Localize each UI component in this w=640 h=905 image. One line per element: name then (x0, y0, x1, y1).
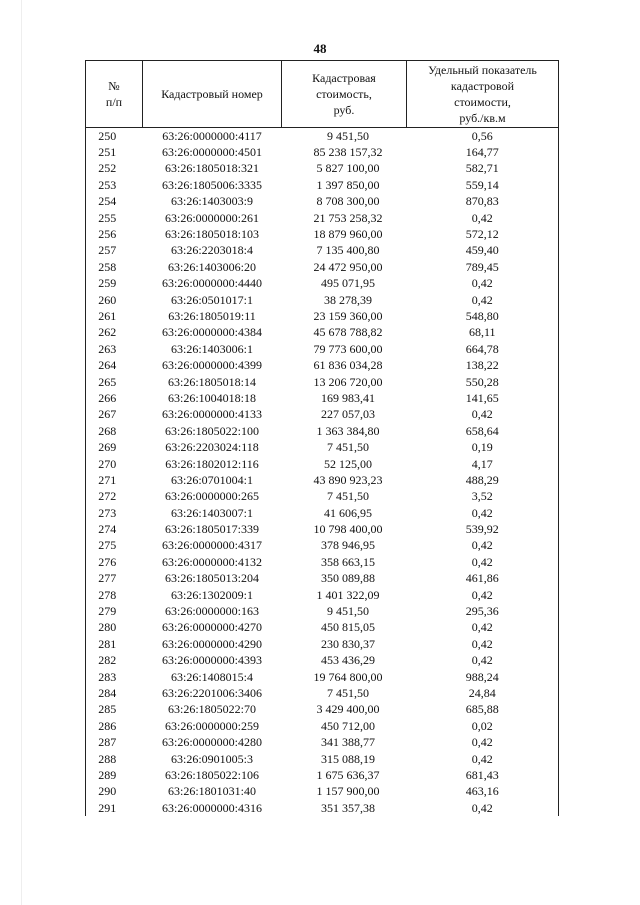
cadastral-value: 358 663,15 (321, 554, 375, 569)
cadastral-number: 63:26:0701004:1 (170, 472, 253, 487)
table-row (86, 325, 559, 341)
table-row (86, 472, 559, 488)
cadastral-value: 5 827 100,00 (316, 161, 380, 176)
row-number: 275 (86, 538, 143, 554)
cadastral-value: 227 057,03 (321, 407, 375, 422)
cadastral-value: 3 429 400,00 (316, 702, 380, 717)
specific-value: 463,16 (407, 784, 559, 800)
specific-value: 870,83 (407, 194, 559, 210)
row-number: 291 (86, 800, 143, 816)
row-number: 280 (86, 620, 143, 636)
cadastral-number: 63:26:1403007:1 (170, 505, 253, 520)
cadastral-number: 63:26:1805022:106 (164, 767, 259, 782)
cadastral-number: 63:26:1805019:11 (168, 308, 256, 323)
cadastral-number: 63:26:0000000:259 (164, 718, 259, 733)
row-number: 282 (86, 653, 143, 669)
header-specific-value: Удельный показатель кадастровой стоимости, руб./кв.м (407, 61, 559, 128)
cadastral-value: 9 451,50 (327, 604, 369, 619)
table-row (86, 751, 559, 767)
row-number: 286 (86, 718, 143, 734)
cadastral-number: 63:26:1805013:204 (164, 571, 259, 586)
specific-value: 0,42 (407, 751, 559, 767)
specific-value: 138,22 (407, 357, 559, 373)
table-row (86, 177, 559, 193)
row-number: 260 (86, 292, 143, 308)
cadastral-number: 63:26:1805018:103 (164, 227, 259, 242)
cadastral-number: 63:26:0901005:3 (170, 751, 253, 766)
row-number: 264 (86, 357, 143, 373)
row-number: 290 (86, 784, 143, 800)
table-row (86, 243, 559, 259)
row-number: 289 (86, 767, 143, 783)
cadastral-table (85, 60, 559, 816)
table-row (86, 194, 559, 210)
cadastral-value: 18 879 960,00 (313, 227, 383, 242)
row-number: 269 (86, 439, 143, 455)
table-row (86, 308, 559, 324)
cadastral-number: 63:26:1802012:116 (165, 456, 259, 471)
cadastral-value: 341 388,77 (321, 735, 375, 750)
row-number: 253 (86, 177, 143, 193)
table-row (86, 407, 559, 423)
cadastral-number: 63:26:1805006:3335 (161, 177, 262, 192)
row-number: 265 (86, 374, 143, 390)
table-row (86, 144, 559, 160)
cadastral-number: 63:26:2203018:4 (170, 243, 253, 258)
cadastral-value: 7 451,50 (327, 685, 369, 700)
cadastral-value: 7 451,50 (327, 440, 369, 455)
cadastral-value: 85 238 157,32 (313, 145, 383, 160)
specific-value: 0,42 (407, 505, 559, 521)
specific-value: 664,78 (407, 341, 559, 357)
table-row (86, 784, 559, 800)
cadastral-number: 63:26:0000000:4440 (161, 276, 262, 291)
specific-value: 550,28 (407, 374, 559, 390)
specific-value: 0,42 (407, 276, 559, 292)
cadastral-number: 63:26:0000000:163 (164, 604, 259, 619)
cadastral-number: 63:26:0501017:1 (170, 292, 253, 307)
cadastral-number: 63:26:1805022:100 (164, 423, 259, 438)
specific-value: 3,52 (407, 489, 559, 505)
table-row (86, 702, 559, 718)
specific-value: 789,45 (407, 259, 559, 275)
cadastral-value: 495 071,95 (321, 276, 375, 291)
table-row (86, 554, 559, 570)
cadastral-value: 61 836 034,28 (313, 358, 383, 373)
specific-value: 681,43 (407, 767, 559, 783)
row-number: 266 (86, 390, 143, 406)
row-number: 279 (86, 603, 143, 619)
cadastral-number: 63:26:1805018:321 (164, 161, 259, 176)
row-number: 276 (86, 554, 143, 570)
specific-value: 4,17 (407, 456, 559, 472)
specific-value: 0,42 (407, 734, 559, 750)
cadastral-value: 19 764 800,00 (313, 669, 383, 684)
cadastral-number: 63:26:1805017:339 (164, 522, 259, 537)
specific-value: 295,36 (407, 603, 559, 619)
cadastral-number: 63:26:0000000:4117 (143, 128, 282, 145)
cadastral-number: 63:26:1004018:18 (167, 390, 256, 405)
table-row (86, 571, 559, 587)
specific-value: 582,71 (407, 161, 559, 177)
cadastral-number: 63:26:0000000:4317 (161, 538, 262, 553)
cadastral-number: 63:26:1805018:14 (167, 374, 256, 389)
cadastral-number: 63:26:1403006:1 (170, 341, 253, 356)
table-row (86, 636, 559, 652)
cadastral-value: 45 678 788,82 (313, 325, 383, 340)
cadastral-value: 1 401 322,09 (316, 587, 380, 602)
table-row (86, 357, 559, 373)
table-row (86, 439, 559, 455)
specific-value: 0,19 (407, 439, 559, 455)
cadastral-value: 10 798 400,00 (313, 522, 383, 537)
row-number: 257 (86, 243, 143, 259)
table-row (86, 734, 559, 750)
specific-value: 559,14 (407, 177, 559, 193)
row-number: 285 (86, 702, 143, 718)
specific-value: 24,84 (407, 685, 559, 701)
specific-value: 141,65 (407, 390, 559, 406)
cadastral-number: 63:26:1403003:9 (170, 194, 253, 209)
row-number: 284 (86, 685, 143, 701)
table-row (86, 456, 559, 472)
specific-value: 461,86 (407, 571, 559, 587)
row-number: 273 (86, 505, 143, 521)
cadastral-number: 63:26:2203024:118 (165, 440, 259, 455)
row-number: 270 (86, 456, 143, 472)
cadastral-number: 63:26:0000000:265 (164, 489, 259, 504)
cadastral-number: 63:26:0000000:4132 (161, 554, 262, 569)
cadastral-number: 63:26:0000000:4393 (161, 653, 262, 668)
cadastral-value: 41 606,95 (324, 505, 372, 520)
row-number: 258 (86, 259, 143, 275)
table-row (86, 603, 559, 619)
cadastral-number: 63:26:0000000:4316 (161, 800, 262, 815)
row-number: 259 (86, 276, 143, 292)
cadastral-number: 63:26:0000000:261 (164, 210, 259, 225)
specific-value: 658,64 (407, 423, 559, 439)
header-cadastral-value: Кадастровая стоимость, руб. (282, 61, 407, 128)
row-number: 250 (86, 128, 143, 145)
table-row (86, 259, 559, 275)
cadastral-number: 63:26:0000000:4133 (161, 407, 262, 422)
row-number: 267 (86, 407, 143, 423)
table-row (86, 374, 559, 390)
cadastral-value: 7 451,50 (327, 489, 369, 504)
table-row (86, 390, 559, 406)
table-row (86, 653, 559, 669)
page-number: 48 (313, 41, 327, 56)
specific-value: 685,88 (407, 702, 559, 718)
cadastral-number: 63:26:1801031:40 (167, 784, 256, 799)
table-row (86, 587, 559, 603)
row-number: 254 (86, 194, 143, 210)
cadastral-value: 230 830,37 (321, 636, 375, 651)
table-row (86, 276, 559, 292)
cadastral-value: 1 675 636,37 (316, 767, 380, 782)
specific-value: 0,42 (407, 407, 559, 423)
row-number: 271 (86, 472, 143, 488)
table-row (86, 800, 559, 816)
scan-margin-line (21, 0, 22, 905)
cadastral-number: 63:26:0000000:4501 (161, 145, 262, 160)
specific-value: 0,56 (407, 128, 559, 145)
table-row (86, 423, 559, 439)
specific-value: 988,24 (407, 669, 559, 685)
cadastral-value: 450 712,00 (321, 718, 375, 733)
cadastral-value: 378 946,95 (321, 538, 375, 553)
table-body (86, 128, 559, 817)
table-row (86, 521, 559, 537)
row-number: 281 (86, 636, 143, 652)
specific-value: 0,02 (407, 718, 559, 734)
cadastral-value: 9 451,50 (282, 128, 407, 145)
row-number: 261 (86, 308, 143, 324)
table-row (86, 669, 559, 685)
cadastral-number: 63:26:1408015:4 (170, 669, 253, 684)
row-number: 256 (86, 226, 143, 242)
specific-value: 0,42 (407, 653, 559, 669)
row-number: 277 (86, 571, 143, 587)
cadastral-value: 7 135 400,80 (316, 243, 380, 258)
cadastral-value: 450 815,05 (321, 620, 375, 635)
cadastral-value: 23 159 360,00 (313, 308, 383, 323)
specific-value: 0,42 (407, 538, 559, 554)
cadastral-number: 63:26:0000000:4290 (161, 636, 262, 651)
cadastral-value: 315 088,19 (321, 751, 375, 766)
cadastral-value: 169 983,41 (321, 390, 375, 405)
table-row (86, 341, 559, 357)
specific-value: 0,42 (407, 554, 559, 570)
specific-value: 0,42 (407, 292, 559, 308)
table-row (86, 505, 559, 521)
header-num: № п/п (86, 61, 143, 128)
table-row (86, 128, 559, 145)
cadastral-value: 38 278,39 (324, 292, 372, 307)
cadastral-number: 63:26:0000000:4399 (161, 358, 262, 373)
cadastral-value: 79 773 600,00 (313, 341, 383, 356)
specific-value: 0,42 (407, 210, 559, 226)
cadastral-value: 1 397 850,00 (316, 177, 380, 192)
cadastral-value: 43 890 923,23 (313, 472, 383, 487)
cadastral-value: 350 089,88 (321, 571, 375, 586)
table-row (86, 226, 559, 242)
header-cadastral-number: Кадастровый номер (143, 61, 282, 128)
table-row (86, 210, 559, 226)
cadastral-number: 63:26:1805022:70 (167, 702, 256, 717)
cadastral-number: 63:26:0000000:4280 (161, 735, 262, 750)
cadastral-value: 52 125,00 (324, 456, 372, 471)
row-number: 262 (86, 325, 143, 341)
cadastral-value: 1 363 384,80 (316, 423, 380, 438)
specific-value: 0,42 (407, 587, 559, 603)
row-number: 278 (86, 587, 143, 603)
cadastral-value: 453 436,29 (321, 653, 375, 668)
table-header (86, 61, 559, 128)
cadastral-number: 63:26:1403006:20 (167, 259, 256, 274)
specific-value: 68,11 (407, 325, 559, 341)
table-row (86, 538, 559, 554)
cadastral-value: 351 357,38 (321, 800, 375, 815)
specific-value: 0,42 (407, 620, 559, 636)
cadastral-number: 63:26:0000000:4270 (161, 620, 262, 635)
specific-value: 0,42 (407, 800, 559, 816)
cadastral-value: 1 157 900,00 (316, 784, 380, 799)
row-number: 252 (86, 161, 143, 177)
cadastral-number: 63:26:1302009:1 (170, 587, 253, 602)
table-row (86, 292, 559, 308)
specific-value: 488,29 (407, 472, 559, 488)
specific-value: 459,40 (407, 243, 559, 259)
row-number: 268 (86, 423, 143, 439)
cadastral-value: 8 708 300,00 (316, 194, 380, 209)
specific-value: 572,12 (407, 226, 559, 242)
row-number: 288 (86, 751, 143, 767)
table-row (86, 489, 559, 505)
table-row (86, 161, 559, 177)
row-number: 283 (86, 669, 143, 685)
cadastral-value: 21 753 258,32 (313, 210, 383, 225)
specific-value: 0,42 (407, 636, 559, 652)
table-row (86, 718, 559, 734)
specific-value: 539,92 (407, 521, 559, 537)
row-number: 272 (86, 489, 143, 505)
specific-value: 164,77 (407, 144, 559, 160)
table-row (86, 767, 559, 783)
specific-value: 548,80 (407, 308, 559, 324)
cadastral-number: 63:26:0000000:4384 (161, 325, 262, 340)
row-number: 263 (86, 341, 143, 357)
row-number: 251 (86, 144, 143, 160)
cadastral-value: 24 472 950,00 (313, 259, 383, 274)
cadastral-number: 63:26:2201006:3406 (161, 685, 262, 700)
table-row (86, 685, 559, 701)
cadastral-value: 13 206 720,00 (313, 374, 383, 389)
row-number: 287 (86, 734, 143, 750)
table-row (86, 620, 559, 636)
row-number: 255 (86, 210, 143, 226)
row-number: 274 (86, 521, 143, 537)
